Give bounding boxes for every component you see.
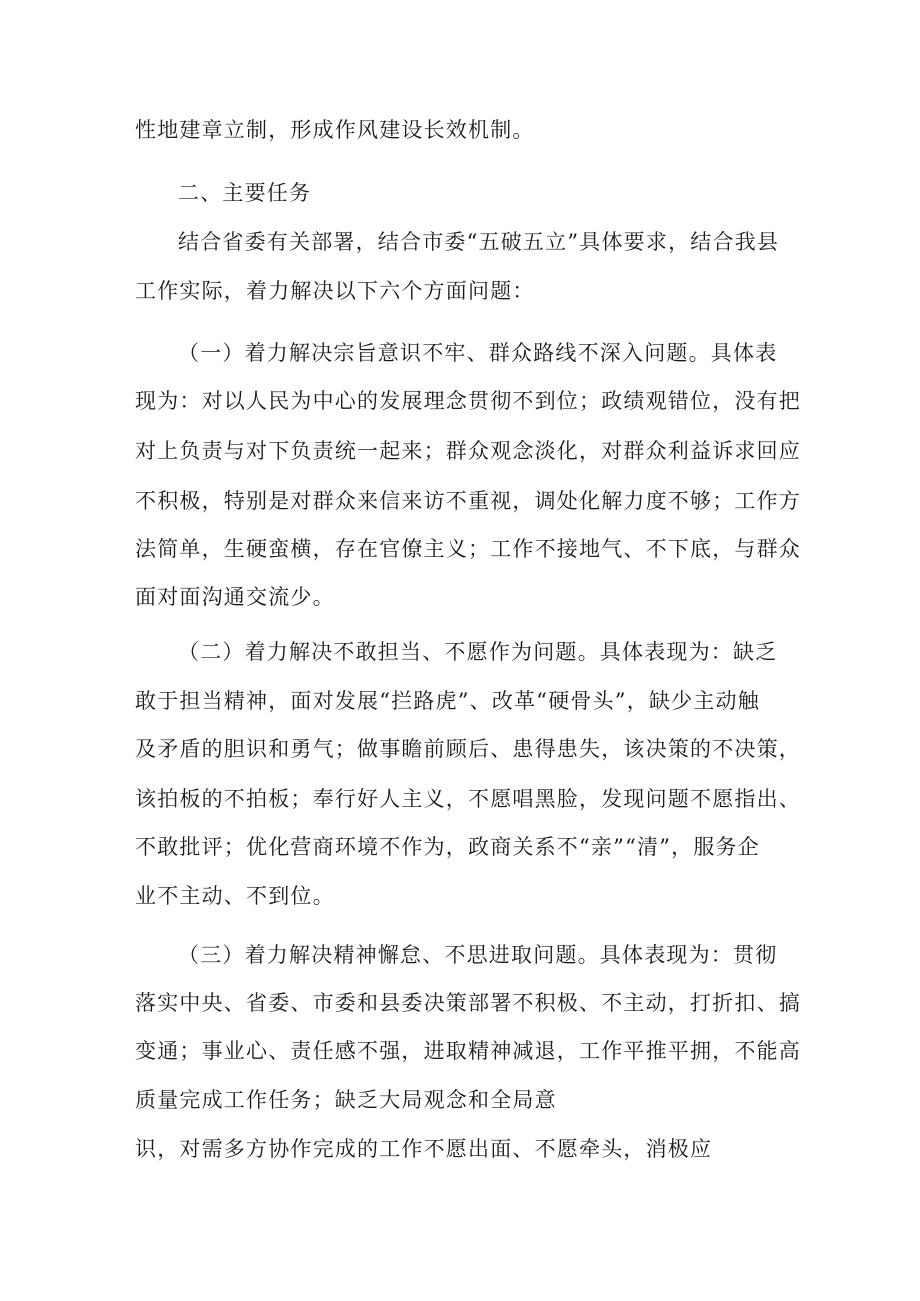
text-line: 敢于担当精神，面对发展“拦路虎”、改革“硬骨头”，缺少主动触 xyxy=(135,689,760,713)
text-line: 质量完成工作任务；缺乏大局观念和全局意 xyxy=(135,1088,557,1112)
text-line: （三）着力解决精神懈怠、不思进取问题。具体表现为：贯彻 xyxy=(178,943,778,967)
text-line: 及矛盾的胆识和勇气；做事瞻前顾后、患得患失，该决策的不决策， xyxy=(135,737,801,761)
text-line: 该拍板的不拍板；奉行好人主义，不愿唱黑脸，发现问题不愿指出、 xyxy=(135,787,801,811)
text-line: 识，对需多方协作完成的工作不愿出面、不愿牵头，消极应 xyxy=(135,1137,713,1161)
text-line: 法简单，生硬蛮横，存在官僚主义；工作不接地气、不下底，与群众 xyxy=(135,537,801,561)
text-line: 不敢批评；优化营商环境不作为，政商关系不“亲”“清”，服务企 xyxy=(135,835,760,859)
text-line: 工作实际，着力解决以下六个方面问题： xyxy=(135,279,535,303)
section-heading: 二、主要任务 xyxy=(178,181,312,205)
text-line: 结合省委有关部署，结合市委“五破五立”具体要求，结合我县 xyxy=(178,230,780,254)
text-line: （二）着力解决不敢担当、不愿作为问题。具体表现为：缺乏 xyxy=(178,640,778,664)
text-line: 现为：对以人民为中心的发展理念贯彻不到位；政绩观错位，没有把 xyxy=(135,389,801,413)
text-line: 面对面沟通交流少。 xyxy=(135,585,335,609)
text-line: （一）着力解决宗旨意识不牢、群众路线不深入问题。具体表 xyxy=(178,341,778,365)
text-line: 性地建章立制，形成作风建设长效机制。 xyxy=(135,118,535,142)
text-line: 对上负责与对下负责统一起来；群众观念淡化，对群众利益诉求回应 xyxy=(135,439,801,463)
text-line: 变通；事业心、责任感不强，进取精神减退，工作平推平拥，不能高 xyxy=(135,1039,801,1063)
text-line: 落实中央、省委、市委和县委决策部署不积极、不主动，打折扣、搞 xyxy=(135,991,801,1015)
text-line: 不积极，特别是对群众来信来访不重视，调处化解力度不够；工作方 xyxy=(135,489,801,513)
text-line: 业不主动、不到位。 xyxy=(135,884,335,908)
